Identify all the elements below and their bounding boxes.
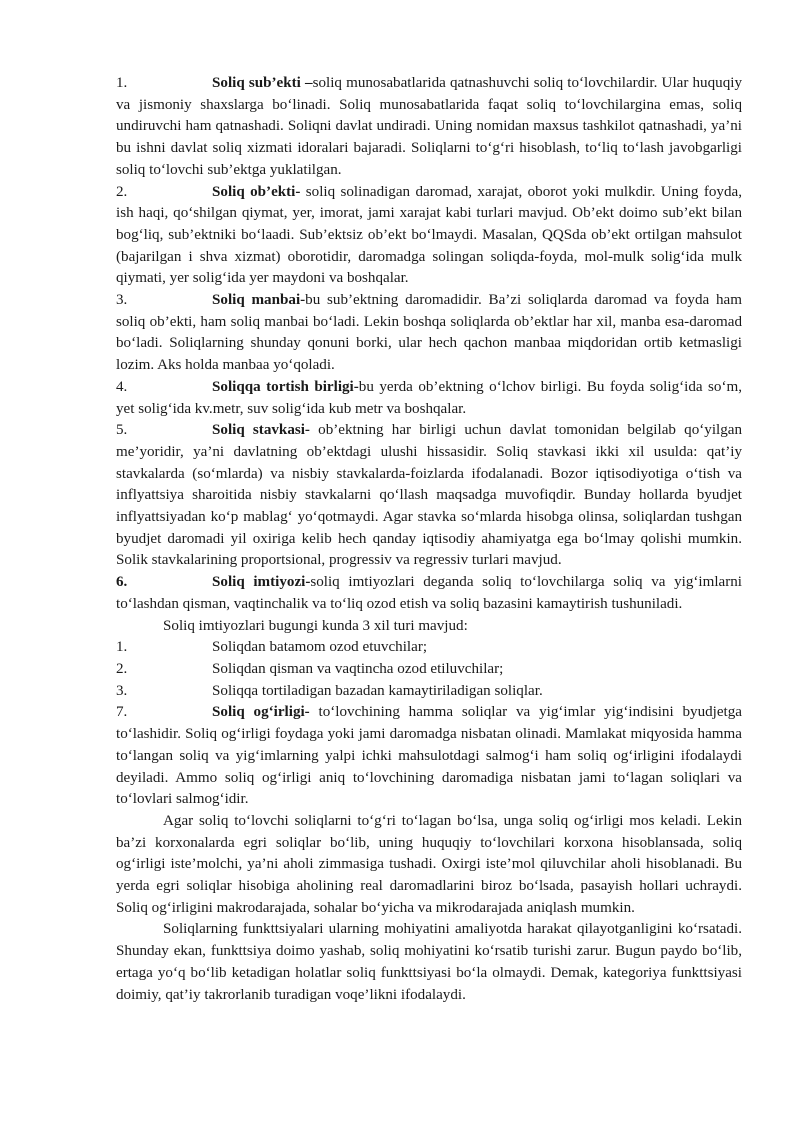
type-item bbox=[116, 659, 742, 681]
type-text: Soliqdan batamom ozod etuvchilar; bbox=[212, 639, 428, 656]
item-term: Soliq og‘irligi- bbox=[212, 704, 310, 721]
document-page bbox=[116, 73, 742, 1006]
body-paragraph: Soliqlarning funkttsiyalari ularning mohiyatini amaliyotda harakat qilayotganligini ko‘rsatadi. Shunday ekan, funkttsiya doimo yashab, soliq mohiyatini ko‘rsatib turishi zarur. Bugun paydo bo‘lib, ertaga yo‘q bo‘lib ketadigan holatlar soliq funkttsiyasi bo‘la olmaydi. Demak, kategoriya funkttsiyasi doimiy, qat’iy takrorlanib turadigan voqe’likni ifodalaydi. bbox=[116, 921, 742, 1003]
types-intro: Soliq imtiyozlari bugungi kunda 3 xil turi mavjud: bbox=[163, 617, 468, 634]
item-text: soliq solinadigan daromad, xarajat, oborot yoki mulkdir. Uning foyda, ish haqi, qo‘shilgan qiymat, yer, imorat, jami xarajat kabi turlari mavjud. Ob’ekt doimo sub’ekt bilan bog‘liq, sub’ektniki bo‘laadi. Sub’ektsiz ob’ekt bo‘lmaydi. Masalan, QQSda ob’ekt ortilgan mahsulot (bajarilgan i shva xizmat) oborotidir, daromadga solingan soliqda-foyda, mol-mulk solig‘ida mulk qiymati, yer solig‘ida yer maydoni va boshqalar. bbox=[116, 183, 742, 287]
type-item bbox=[116, 637, 742, 659]
type-number: 1. bbox=[116, 639, 128, 656]
item-text: soliq munosabatlarida qatnashuvchi soliq to‘lovchilardir. Ular huquqiy va jismoniy shaxslarga bo‘linadi. Soliq munosabatlarida faqat soliq to‘lovchilargina emas, soliq undiruvchi ham qatnashadi. Soliqni davlat undiradi. Uning nomidan maxsus tashkilot qatnashadi, ya’ni bu ishni davlat soliq xizmati idoralari bajaradi. Soliqlarni to‘g‘ri hisoblash, to‘liq to‘lash javobgarligi soliq to‘lovchi sub’ektga yuklatilgan. bbox=[116, 75, 742, 178]
type-number: 2. bbox=[116, 660, 128, 677]
list-item bbox=[116, 377, 742, 420]
item-number: 1. bbox=[116, 75, 128, 91]
item-term: Soliq manbai- bbox=[212, 292, 306, 309]
list-item bbox=[116, 182, 742, 291]
item-number: 3. bbox=[116, 292, 128, 309]
item-term: Soliq imtiyozi- bbox=[212, 574, 311, 591]
item-number: 6. bbox=[116, 574, 128, 591]
item-text: ob’ektning har birligi uchun davlat tomonidan belgilab qo‘yilgan me’yoridir, ya’ni davlatning ob’ektdagi ulushi hissasidir. Soliq stavkasi ikki xil usulda: qat’iy stavkalarda (so‘mlarda) va nisbiy stavkalarda-foizlarda ifodalanadi. Bozor iqtisodiyotiga o‘tish va inflyattsiya sharoitida nisbiy stavkalarni qo‘llash maqsadga muvofiqdir. Bunday hollarda byudjet inflyattsiyadan ko‘p mablag‘ yo‘qotmaydi. Agar stavka so‘mlarda hisobga olinsa, soliqlardan tushgan byudjet daromadi yil oxiriga kelib hech qanday iqtisodiy ahamiyatga ega bo‘lmay qolishi mumkin. Solik stavkalarining proportsional, progressiv va regressiv turlari mavjud. bbox=[116, 422, 742, 569]
list-item bbox=[116, 290, 742, 377]
item-text: to‘lovchining hamma soliqlar va yig‘imlar yig‘indisini byudjetga to‘lashidir. Soliq og‘irligi foydaga yoki jami daromadga nisbatan olinadi. Mamlakat miqyosida hamma to‘langan soliq va yig‘imlarning yalpi ichki mahsulotdagi salmog‘i ham soliq og‘irligini ifodalaydi deyiladi. Ammo soliq og‘irligi aniq to‘lovchining daromadiga nisbatan jami to‘lagan soliqlari va to‘lovlari salmog‘idir. bbox=[116, 704, 742, 808]
type-item bbox=[116, 681, 742, 703]
item-number: 4. bbox=[116, 378, 128, 395]
list-item bbox=[116, 702, 742, 811]
item-number: 2. bbox=[116, 183, 128, 200]
item-number: 5. bbox=[116, 422, 128, 439]
type-text: Soliqqa tortiladigan bazadan kamaytiriladigan soliqlar. bbox=[212, 682, 543, 699]
item-term: Soliq stavkasi- bbox=[212, 422, 310, 439]
item-text: soliq imtiyozlari deganda soliq to‘lovchilarga soliq va yig‘imlarni to‘lashdan qisman, vaqtinchalik va to‘liq ozod etish va soliq bazasini kamaytirish tushuniladi. bbox=[116, 574, 743, 612]
type-number: 3. bbox=[116, 682, 128, 699]
item-term: Soliq sub’ekti – bbox=[212, 75, 313, 91]
item-text: bu yerda ob’ektning o‘lchov birligi. Bu foyda solig‘ida so‘m, yet solig‘ida kv.metr, suv solig‘ida kub metr va boshqalar. bbox=[116, 378, 743, 417]
item-number: 7. bbox=[116, 704, 128, 721]
item-text: bu sub’ektning daromadidir. Ba’zi soliqlarda daromad va foyda ham soliq ob’ekti, ham soliq manbai bo‘ladi. Lekin boshqa soliqlarda ob’ektlar har xil, manba esa-daromad bo‘ladi. Soliqlarning shunday qonuni borki, ular hech qachon manbaa miqdoridan ortib ketmasligi lozim. Aks holda manbaa yo‘qoladi. bbox=[116, 292, 742, 374]
list-item bbox=[116, 572, 742, 615]
item-term: Soliqqa tortish birligi- bbox=[212, 378, 359, 395]
list-item bbox=[116, 73, 742, 182]
list-item bbox=[116, 420, 742, 572]
body-paragraph: Agar soliq to‘lovchi soliqlarni to‘g‘ri to‘lagan bo‘lsa, unga soliq og‘irligi mos keladi. Lekin ba’zi korxonalarda egri soliqlar bo‘lib, uning huquqiy to‘lovchilari korxona hisoblansada, soliq og‘irligi iste’molchi, ya’ni aholi zimmasiga tushadi. Oxirgi iste’mol qiluvchilar aholi hisoblanadi. Bu yerda egri soliqlar hisobiga aholining real daromadlarini biroz bo‘lsada, pasayish hollari uchraydi. Soliq og‘irligini makrodarajada, sohalar bo‘yicha va mikrodarajada aniqlash mumkin. bbox=[116, 812, 742, 916]
item-term: Soliq ob’ekti- bbox=[212, 183, 301, 200]
type-text: Soliqdan qisman va vaqtincha ozod etiluvchilar; bbox=[212, 660, 504, 677]
